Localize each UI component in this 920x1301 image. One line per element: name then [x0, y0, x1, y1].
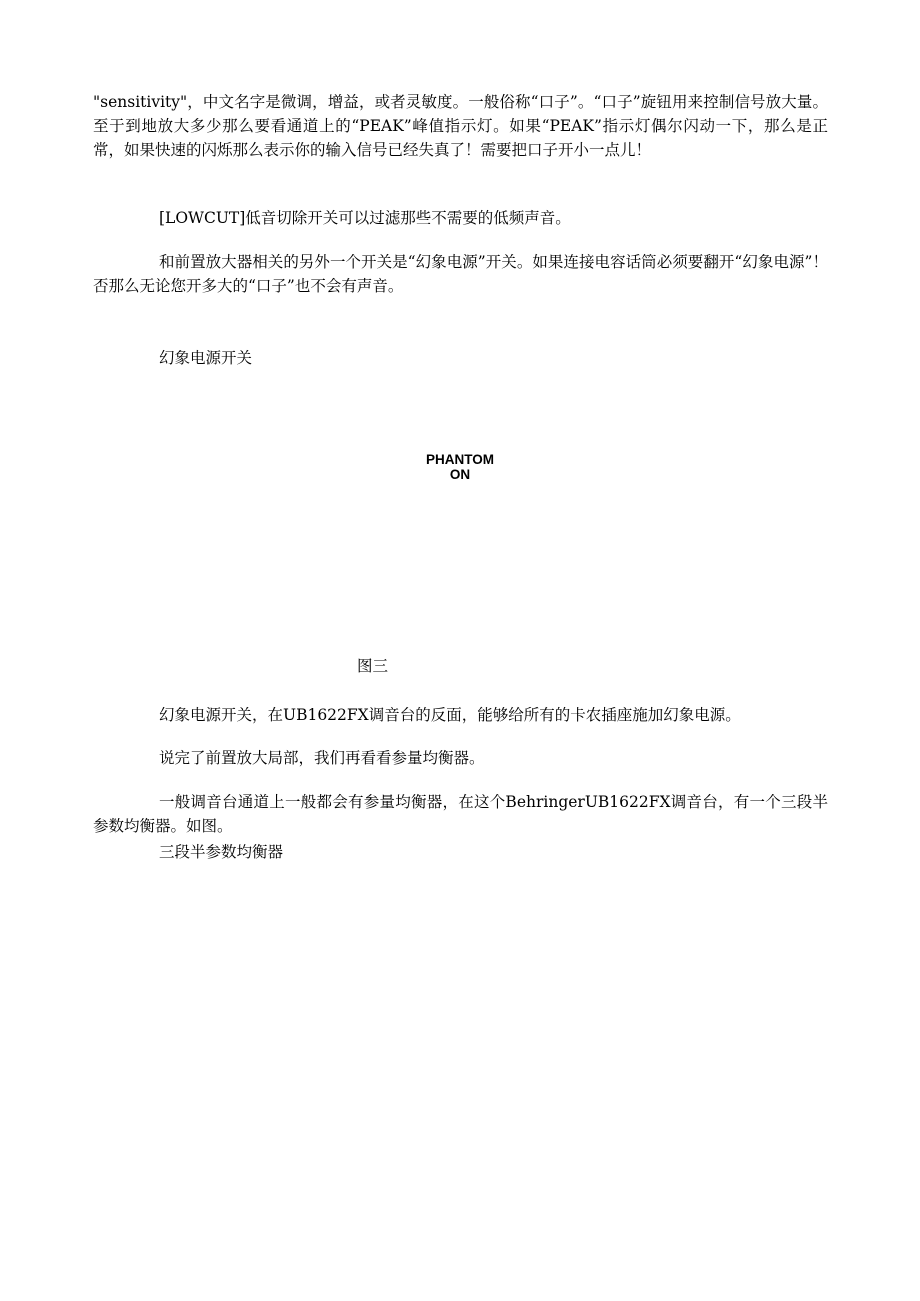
figure-label-line2: ON — [449, 467, 471, 482]
figure-label-line1: PHANTOM — [425, 452, 494, 467]
paragraph-transition: 说完了前置放大局部，我们再看看参量均衡器。 — [159, 749, 485, 767]
paragraph-lowcut: [LOWCUT]低音切除开关可以过滤那些不需要的低频声音。 — [159, 209, 571, 227]
figure-caption: 图三 — [357, 657, 389, 675]
paragraph-phantom-location: 幻象电源开关，在UB1622FX调音台的反面，能够给所有的卡农插座施加幻象电源。 — [159, 706, 741, 724]
paragraph-sensitivity: "sensitivity"，中文名字是微调，增益，或者灵敏度。一般俗称“口子”。“口子”旋钮用来控制信号放大量。至于到地放大多少那么要看通道上的“PEAK”峰值指示灯。如果“PEAK”指示灯偶尔闪动一下，那么是正常，如果快速的闪烁那么表示你的输入信号已经失真了！需要把口子开小一点儿！ — [93, 93, 828, 159]
paragraph-eq-intro: 一般调音台通道上一般都会有参量均衡器，在这个BehringerUB1622FX调音台，有一个三段半参数均衡器。如图。 — [93, 793, 828, 835]
heading-phantom-switch: 幻象电源开关 — [159, 349, 253, 367]
paragraph-phantom-intro: 和前置放大器相关的另外一个开关是“幻象电源”开关。如果连接电容话筒必须要翻开“幻象电源”！否那么无论您开多大的“口子”也不会有声音。 — [93, 253, 828, 295]
heading-eq: 三段半参数均衡器 — [159, 843, 284, 861]
figure-phantom-label — [380, 452, 540, 482]
